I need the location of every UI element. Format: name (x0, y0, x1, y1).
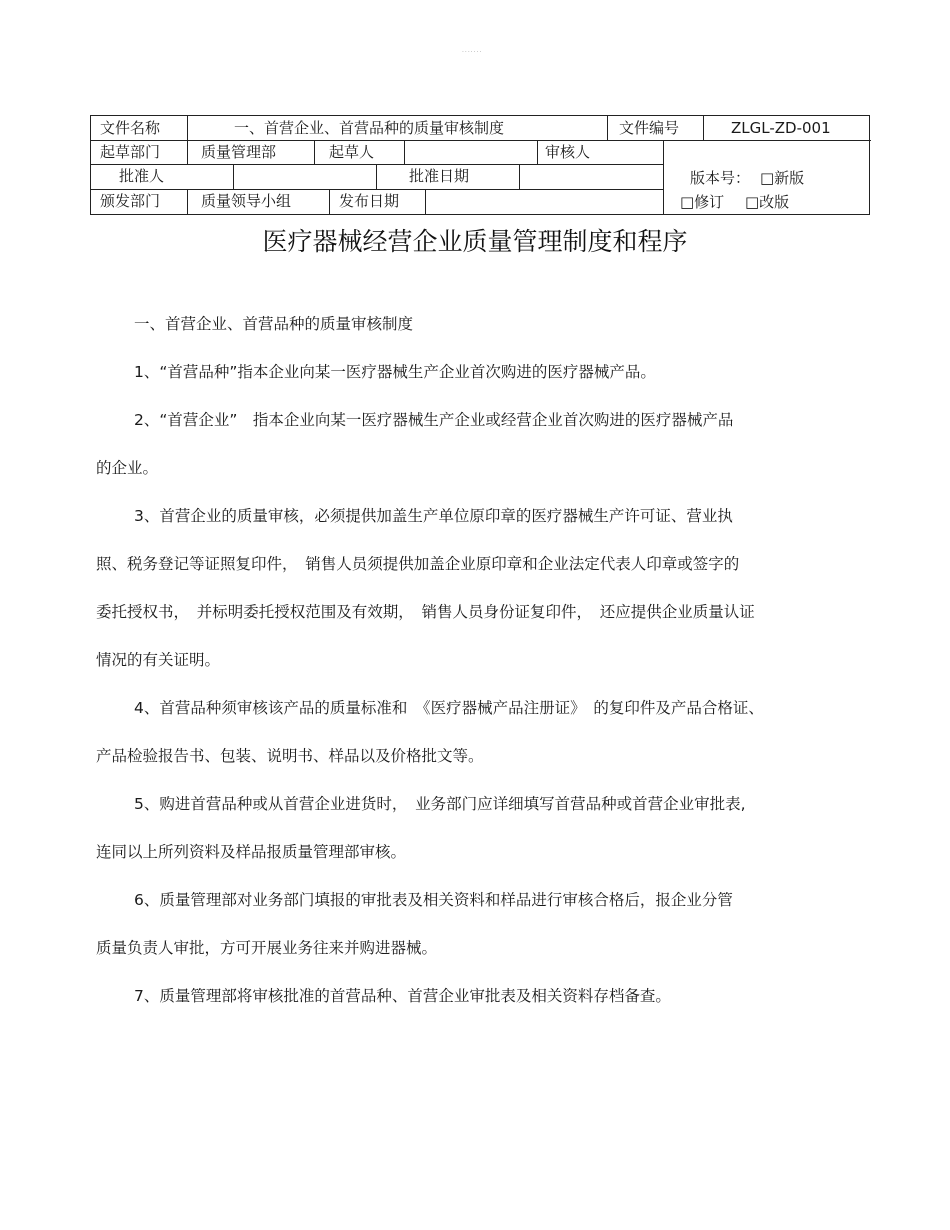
row-divider (91, 164, 663, 165)
draft-dept-label: 起草部门 (100, 143, 161, 161)
file-name-value: 一、首营企业、首营品种的质量审核制度 (234, 119, 505, 137)
section-heading (96, 300, 846, 348)
paragraph-line: 2、“首营企业” 指本企业向某一医疗器械生产企业或经营企业首次购进的医疗器械产品 (134, 411, 734, 429)
paragraph-list (96, 348, 846, 1020)
col-divider (404, 140, 405, 164)
document-body (96, 300, 846, 1020)
col-divider (187, 140, 188, 164)
col-divider (703, 116, 704, 140)
paragraph-line: 3、首营企业的质量审核，必须提供加盖生产单位原印章的医疗器械生产许可证、营业执 (134, 507, 733, 525)
approve-date-label: 批准日期 (409, 167, 470, 185)
paragraph-line: 6、质量管理部对业务部门填报的审批表及相关资料和样品进行审核合格后，报企业分管 (134, 891, 733, 909)
version-label: 版本号： (690, 169, 751, 187)
col-divider (519, 164, 520, 189)
paragraph (96, 876, 846, 972)
page-marker-top: ······· (462, 49, 483, 56)
section-heading-text: 一、首营企业、首营品种的质量审核制度 (134, 315, 414, 333)
col-divider (663, 140, 664, 215)
paragraph-line: 5、购进首营品种或从首营企业进货时， 业务部门应详细填写首营品种或首营企业审批表, (134, 795, 746, 813)
paragraph (96, 684, 846, 780)
version-option-new: □新版 (760, 169, 805, 187)
draft-dept-value: 质量管理部 (201, 143, 277, 161)
paragraph (96, 396, 846, 492)
drafter-label: 起草人 (329, 143, 375, 161)
version-option-revise: □修订 (680, 193, 725, 211)
document-title: 医疗器械经营企业质量管理制度和程序 (262, 227, 688, 256)
paragraph (96, 972, 846, 1020)
col-divider (537, 140, 538, 164)
publish-date-label: 发布日期 (339, 192, 400, 210)
col-divider (376, 164, 377, 189)
paragraph-line: 产品检验报告书、包装、说明书、样品以及价格批文等。 (96, 747, 484, 765)
paragraph-line: 照、税务登记等证照复印件， 销售人员须提供加盖企业原印章和企业法定代表人印章或签字的 (96, 555, 740, 573)
paragraph-line: 委托授权书， 并标明委托授权范围及有效期， 销售人员身份证复印件， 还应提供企业质量认证 (96, 603, 755, 621)
file-no-value: ZLGL-ZD-001 (731, 119, 831, 137)
paragraph (96, 348, 846, 396)
col-divider (329, 189, 330, 215)
paragraph-line: 情况的有关证明。 (96, 651, 221, 669)
paragraph (96, 780, 846, 876)
col-divider (187, 189, 188, 215)
paragraph-line: 的企业。 (96, 459, 159, 477)
col-divider (425, 189, 426, 215)
file-no-label: 文件编号 (619, 119, 680, 137)
issue-dept-value: 质量领导小组 (201, 192, 292, 210)
col-divider (607, 116, 608, 140)
col-divider (187, 116, 188, 140)
issue-dept-label: 颁发部门 (100, 192, 161, 210)
file-name-label: 文件名称 (100, 119, 161, 137)
approver-label: 批准人 (119, 167, 165, 185)
col-divider (314, 140, 315, 164)
paragraph-line: 质量负责人审批，方可开展业务往来并购进器械。 (96, 939, 438, 957)
paragraph (96, 492, 846, 684)
document-header-table (90, 115, 870, 215)
paragraph-line: 连同以上所列资料及样品报质量管理部审核。 (96, 843, 407, 861)
paragraph-line: 1、“首营品种”指本企业向某一医疗器械生产企业首次购进的医疗器械产品。 (134, 363, 656, 381)
paragraph-line: 4、首营品种须审核该产品的质量标准和 《医疗器械产品注册证》 的复印件及产品合格证、 (134, 699, 764, 717)
reviewer-label: 审核人 (545, 143, 591, 161)
version-option-change: □改版 (745, 193, 790, 211)
col-divider (233, 164, 234, 189)
paragraph-line: 7、质量管理部将审核批准的首营品种、首营企业审批表及相关资料存档备查。 (134, 987, 671, 1005)
